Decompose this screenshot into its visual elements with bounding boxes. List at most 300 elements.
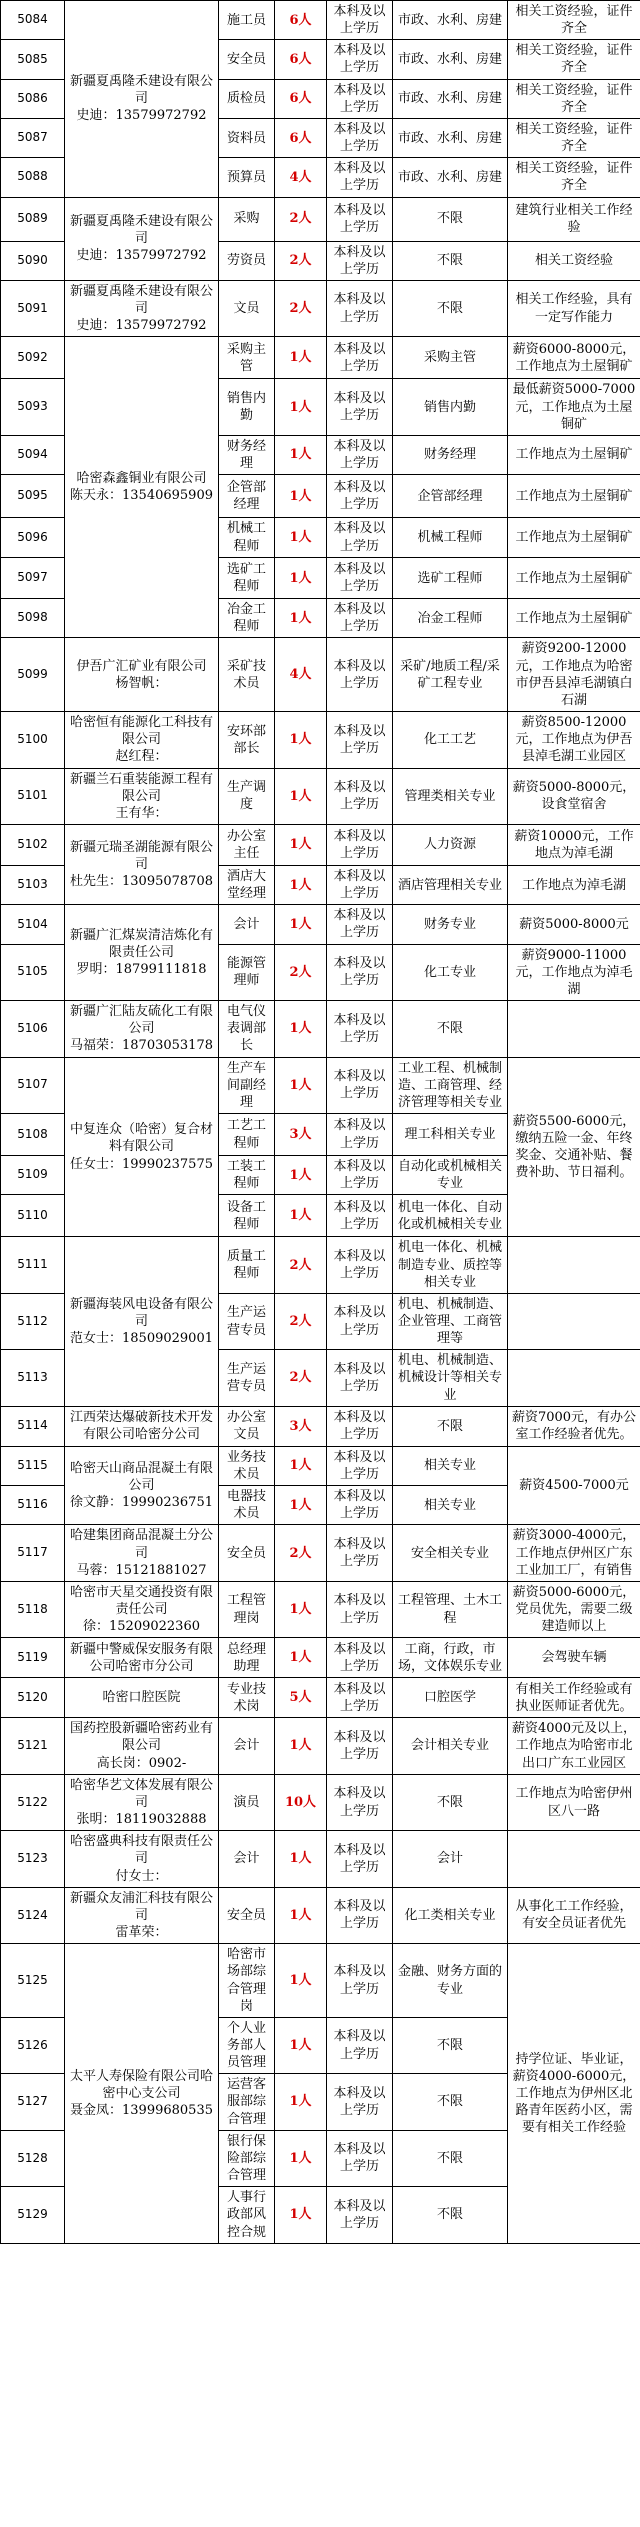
row-number: 5114: [1, 1406, 65, 1446]
table-row: [1, 1678, 640, 1718]
row-number: 5125: [1, 1944, 65, 2018]
education-cell: 本科及以上学历: [327, 1057, 393, 1113]
row-number: 5091: [1, 280, 65, 336]
row-number: 5086: [1, 79, 65, 118]
company-cell: 哈密华艺文体发展有限公司 张明：18119032888: [65, 1774, 219, 1830]
remark-cell: 薪资10000元，工作地点为淖毛湖: [508, 825, 640, 866]
headcount-cell: 2人: [275, 944, 327, 1000]
major-cell: 机电、机械制造、机械设计等相关专业: [393, 1350, 508, 1406]
headcount-cell: 2人: [275, 1525, 327, 1581]
company-cell: 国药控股新疆哈密药业有限公司 高长岗：0902-: [65, 1718, 219, 1774]
remark-cell: 工作地点为哈密伊州区八一路: [508, 1774, 640, 1830]
table-row: [1, 1831, 640, 1887]
row-number: 5111: [1, 1237, 65, 1293]
major-cell: 口腔医学: [393, 1678, 508, 1718]
major-cell: 财务专业: [393, 905, 508, 944]
row-number: 5127: [1, 2074, 65, 2130]
education-cell: 本科及以上学历: [327, 379, 393, 435]
position-cell: 银行保险部综合管理: [219, 2130, 275, 2186]
headcount-cell: 1人: [275, 2017, 327, 2073]
headcount-cell: 1人: [275, 1001, 327, 1057]
major-cell: 不限: [393, 1406, 508, 1446]
headcount-cell: 1人: [275, 379, 327, 435]
remark-cell: 相关工资经验，证件齐全: [508, 1, 640, 40]
headcount-cell: 1人: [275, 518, 327, 558]
row-number: 5124: [1, 1887, 65, 1943]
education-cell: 本科及以上学历: [327, 118, 393, 157]
remark-cell: 薪资5000-6000元，党员优先，需要二级建造师以上: [508, 1581, 640, 1637]
major-cell: 酒店管理相关专业: [393, 866, 508, 905]
company-cell: 哈密盛典科技有限责任公司 付女士：: [65, 1831, 219, 1887]
company-cell: 新疆夏禹隆禾建设有限公司 史迪：13579972792: [65, 1, 219, 198]
major-cell: 化工专业: [393, 944, 508, 1000]
position-cell: 采购: [219, 197, 275, 241]
remark-cell: 建筑行业相关工作经验: [508, 197, 640, 241]
major-cell: 安全相关专业: [393, 1525, 508, 1581]
row-number: 5129: [1, 2187, 65, 2243]
position-cell: 酒店大堂经理: [219, 866, 275, 905]
headcount-cell: 1人: [275, 2074, 327, 2130]
remark-cell: 薪资3000-4000元，工作地点伊州区广东工业加工厂，有销售: [508, 1525, 640, 1581]
remark-cell: 相关工资经验，证件齐全: [508, 40, 640, 79]
major-cell: 机电一体化、自动化或机械相关专业: [393, 1195, 508, 1237]
row-number: 5115: [1, 1446, 65, 1485]
position-cell: 企管部经理: [219, 475, 275, 518]
major-cell: 机电、机械制造、企业管理、工商管理等: [393, 1293, 508, 1349]
position-cell: 能源管理师: [219, 944, 275, 1000]
major-cell: 人力资源: [393, 825, 508, 866]
headcount-cell: 1人: [275, 712, 327, 768]
remark-cell: 从事化工工作经验，有安全员证者优先: [508, 1887, 640, 1943]
headcount-cell: 1人: [275, 558, 327, 599]
remark-cell: 工作地点为土屋铜矿: [508, 475, 640, 518]
position-cell: 生产调度: [219, 768, 275, 824]
major-cell: 机电一体化、机械制造专业、质控等相关专业: [393, 1237, 508, 1293]
table-row: [1, 197, 640, 241]
table-row: [1, 1887, 640, 1943]
row-number: 5109: [1, 1156, 65, 1195]
remark-cell: 会驾驶车辆: [508, 1638, 640, 1678]
table-row: [1, 337, 640, 379]
headcount-cell: 10人: [275, 1774, 327, 1830]
headcount-cell: 6人: [275, 79, 327, 118]
position-cell: 生产车间副经理: [219, 1057, 275, 1113]
table-row: [1, 638, 640, 712]
row-number: 5084: [1, 1, 65, 40]
headcount-cell: 1人: [275, 905, 327, 944]
education-cell: 本科及以上学历: [327, 599, 393, 638]
position-cell: 预算员: [219, 158, 275, 197]
table-row: [1, 280, 640, 336]
company-cell: 哈密天山商品混凝土有限公司 徐文静：19990236751: [65, 1446, 219, 1525]
headcount-cell: 5人: [275, 1678, 327, 1718]
company-cell: 哈密口腔医院: [65, 1678, 219, 1718]
table-row: [1, 712, 640, 768]
education-cell: 本科及以上学历: [327, 241, 393, 280]
headcount-cell: 1人: [275, 1718, 327, 1774]
remark-cell: 有相关工作经验或有执业医师证者优先。: [508, 1678, 640, 1718]
education-cell: 本科及以上学历: [327, 1525, 393, 1581]
education-cell: 本科及以上学历: [327, 79, 393, 118]
remark-cell: [508, 1001, 640, 1057]
position-cell: 运营客服部综合管理: [219, 2074, 275, 2130]
row-number: 5087: [1, 118, 65, 157]
education-cell: 本科及以上学历: [327, 866, 393, 905]
row-number: 5120: [1, 1678, 65, 1718]
row-number: 5117: [1, 1525, 65, 1581]
company-cell: 太平人寿保险有限公司哈密中心支公司 聂金凤：13999680535: [65, 1944, 219, 2244]
position-cell: 工程管理岗: [219, 1581, 275, 1637]
major-cell: 不限: [393, 2187, 508, 2243]
education-cell: 本科及以上学历: [327, 1446, 393, 1485]
row-number: 5099: [1, 638, 65, 712]
headcount-cell: 1人: [275, 2130, 327, 2186]
headcount-cell: 6人: [275, 118, 327, 157]
company-cell: 哈密森鑫铜业有限公司 陈天永：13540695909: [65, 337, 219, 638]
row-number: 5094: [1, 435, 65, 474]
company-cell: 哈建集团商品混凝土分公司 马蓉：15121881027: [65, 1525, 219, 1581]
row-number: 5093: [1, 379, 65, 435]
education-cell: 本科及以上学历: [327, 768, 393, 824]
remark-cell: 薪资5000-8000元，设食堂宿舍: [508, 768, 640, 824]
education-cell: 本科及以上学历: [327, 2130, 393, 2186]
education-cell: 本科及以上学历: [327, 280, 393, 336]
row-number: 5122: [1, 1774, 65, 1830]
education-cell: 本科及以上学历: [327, 2187, 393, 2243]
remark-cell: 薪资7000元，有办公室工作经验者优先。: [508, 1406, 640, 1446]
education-cell: 本科及以上学历: [327, 1114, 393, 1156]
row-number: 5106: [1, 1001, 65, 1057]
company-cell: 哈密市天星交通投资有限责任公司 徐：15209022360: [65, 1581, 219, 1637]
headcount-cell: 2人: [275, 197, 327, 241]
position-cell: 机械工程师: [219, 518, 275, 558]
major-cell: 企管部经理: [393, 475, 508, 518]
row-number: 5101: [1, 768, 65, 824]
row-number: 5118: [1, 1581, 65, 1637]
row-number: 5085: [1, 40, 65, 79]
position-cell: 安全员: [219, 1887, 275, 1943]
major-cell: 不限: [393, 2130, 508, 2186]
position-cell: 人事行政部风控合规: [219, 2187, 275, 2243]
position-cell: 安全员: [219, 40, 275, 79]
remark-cell: 薪资9200-12000元，工作地点为哈密市伊吾县淖毛湖镇白石湖: [508, 638, 640, 712]
major-cell: 自动化或机械相关专业: [393, 1156, 508, 1195]
major-cell: 不限: [393, 241, 508, 280]
row-number: 5090: [1, 241, 65, 280]
position-cell: 生产运营专员: [219, 1293, 275, 1349]
major-cell: 财务经理: [393, 435, 508, 474]
major-cell: 工业工程、机械制造、工商管理、经济管理等相关专业: [393, 1057, 508, 1113]
position-cell: 生产运营专员: [219, 1350, 275, 1406]
remark-cell: 薪资8500-12000元，工作地点为伊吾县淖毛湖工业园区: [508, 712, 640, 768]
education-cell: 本科及以上学历: [327, 1293, 393, 1349]
headcount-cell: 2人: [275, 1237, 327, 1293]
row-number: 5095: [1, 475, 65, 518]
headcount-cell: 1人: [275, 866, 327, 905]
headcount-cell: 1人: [275, 475, 327, 518]
headcount-cell: 1人: [275, 768, 327, 824]
remark-cell: [508, 1293, 640, 1349]
row-number: 5116: [1, 1486, 65, 1525]
major-cell: 采购主管: [393, 337, 508, 379]
table-row: [1, 1944, 640, 2018]
major-cell: 市政、水利、房建: [393, 158, 508, 197]
position-cell: 采购主管: [219, 337, 275, 379]
major-cell: 不限: [393, 280, 508, 336]
education-cell: 本科及以上学历: [327, 1638, 393, 1678]
position-cell: 总经理助理: [219, 1638, 275, 1678]
position-cell: 设备工程师: [219, 1195, 275, 1237]
row-number: 5098: [1, 599, 65, 638]
major-cell: 销售内勤: [393, 379, 508, 435]
headcount-cell: 3人: [275, 1406, 327, 1446]
company-cell: 中复连众（哈密）复合材料有限公司 任女士：19990237575: [65, 1057, 219, 1237]
row-number: 5092: [1, 337, 65, 379]
major-cell: 冶金工程师: [393, 599, 508, 638]
position-cell: 施工员: [219, 1, 275, 40]
education-cell: 本科及以上学历: [327, 712, 393, 768]
headcount-cell: 1人: [275, 1195, 327, 1237]
table-row: [1, 1581, 640, 1637]
major-cell: 相关专业: [393, 1486, 508, 1525]
major-cell: 机械工程师: [393, 518, 508, 558]
row-number: 5105: [1, 944, 65, 1000]
major-cell: 不限: [393, 1001, 508, 1057]
remark-cell: 薪资4500-7000元: [508, 1446, 640, 1525]
remark-cell: 相关工资经验，证件齐全: [508, 158, 640, 197]
position-cell: 工装工程师: [219, 1156, 275, 1195]
education-cell: 本科及以上学历: [327, 1350, 393, 1406]
education-cell: 本科及以上学历: [327, 1774, 393, 1830]
table-row: [1, 1774, 640, 1830]
remark-cell: 相关工资经验，证件齐全: [508, 118, 640, 157]
major-cell: 市政、水利、房建: [393, 118, 508, 157]
remark-cell: 薪资5000-8000元: [508, 905, 640, 944]
headcount-cell: 1人: [275, 435, 327, 474]
headcount-cell: 4人: [275, 158, 327, 197]
education-cell: 本科及以上学历: [327, 1001, 393, 1057]
education-cell: 本科及以上学历: [327, 2074, 393, 2130]
position-cell: 文员: [219, 280, 275, 336]
position-cell: 会计: [219, 1718, 275, 1774]
major-cell: 不限: [393, 2017, 508, 2073]
education-cell: 本科及以上学历: [327, 1486, 393, 1525]
education-cell: 本科及以上学历: [327, 638, 393, 712]
headcount-cell: 1人: [275, 825, 327, 866]
row-number: 5102: [1, 825, 65, 866]
row-number: 5119: [1, 1638, 65, 1678]
company-cell: 新疆广汇煤炭清洁炼化有限责任公司 罗明：18799111818: [65, 905, 219, 1001]
headcount-cell: 2人: [275, 280, 327, 336]
position-cell: 演员: [219, 1774, 275, 1830]
row-number: 5126: [1, 2017, 65, 2073]
headcount-cell: 1人: [275, 1581, 327, 1637]
education-cell: 本科及以上学历: [327, 1678, 393, 1718]
remark-cell: 薪资5500-6000元，缴纳五险一金、年终奖金、交通补贴、餐费补助、节日福利。: [508, 1057, 640, 1237]
company-cell: 新疆元瑞圣湖能源有限公司 杜先生：13095078708: [65, 825, 219, 905]
education-cell: 本科及以上学历: [327, 337, 393, 379]
major-cell: 市政、水利、房建: [393, 79, 508, 118]
major-cell: 不限: [393, 197, 508, 241]
headcount-cell: 1人: [275, 1638, 327, 1678]
position-cell: 安全员: [219, 1525, 275, 1581]
education-cell: 本科及以上学历: [327, 1195, 393, 1237]
remark-cell: 工作地点为土屋铜矿: [508, 599, 640, 638]
remark-cell: 相关工作经验，具有一定写作能力: [508, 280, 640, 336]
position-cell: 个人业务部人员管理: [219, 2017, 275, 2073]
education-cell: 本科及以上学历: [327, 435, 393, 474]
row-number: 5112: [1, 1293, 65, 1349]
education-cell: 本科及以上学历: [327, 2017, 393, 2073]
education-cell: 本科及以上学历: [327, 944, 393, 1000]
company-cell: 新疆众友浦汇科技有限公司 雷革荣：: [65, 1887, 219, 1943]
major-cell: 不限: [393, 2074, 508, 2130]
company-cell: 伊吾广汇矿业有限公司 杨智帆：: [65, 638, 219, 712]
education-cell: 本科及以上学历: [327, 475, 393, 518]
headcount-cell: 1人: [275, 1887, 327, 1943]
headcount-cell: 2人: [275, 1293, 327, 1349]
education-cell: 本科及以上学历: [327, 1718, 393, 1774]
position-cell: 财务经理: [219, 435, 275, 474]
remark-cell: 工作地点为淖毛湖: [508, 866, 640, 905]
table-row: [1, 1406, 640, 1446]
table-row: [1, 825, 640, 866]
row-number: 5128: [1, 2130, 65, 2186]
major-cell: 化工类相关专业: [393, 1887, 508, 1943]
remark-cell: 薪资6000-8000元，工作地点为土屋铜矿: [508, 337, 640, 379]
education-cell: 本科及以上学历: [327, 1887, 393, 1943]
major-cell: 理工科相关专业: [393, 1114, 508, 1156]
table-row: [1, 1638, 640, 1678]
company-cell: 新疆兰石重装能源工程有限公司 王有华：: [65, 768, 219, 824]
position-cell: 安环部部长: [219, 712, 275, 768]
position-cell: 办公室主任: [219, 825, 275, 866]
remark-cell: 工作地点为土屋铜矿: [508, 518, 640, 558]
remark-cell: 最低薪资5000-7000元，工作地点为土屋铜矿: [508, 379, 640, 435]
position-cell: 业务技术员: [219, 1446, 275, 1485]
remark-cell: 相关工资经验: [508, 241, 640, 280]
education-cell: 本科及以上学历: [327, 1406, 393, 1446]
position-cell: 会计: [219, 1831, 275, 1887]
position-cell: 质检员: [219, 79, 275, 118]
row-number: 5100: [1, 712, 65, 768]
row-number: 5107: [1, 1057, 65, 1113]
major-cell: 工程管理、土木工程: [393, 1581, 508, 1637]
headcount-cell: 3人: [275, 1114, 327, 1156]
position-cell: 电气仪表调部长: [219, 1001, 275, 1057]
headcount-cell: 1人: [275, 1944, 327, 2018]
table-row: [1, 1237, 640, 1293]
remark-cell: 薪资9000-11000元，工作地点为淖毛湖: [508, 944, 640, 1000]
major-cell: 工商，行政，市场，文体娱乐专业: [393, 1638, 508, 1678]
headcount-cell: 1人: [275, 1156, 327, 1195]
company-cell: 新疆海装风电设备有限公司 范女士：18509029001: [65, 1237, 219, 1406]
row-number: 5104: [1, 905, 65, 944]
table-row: [1, 1525, 640, 1581]
company-cell: 新疆广汇陆友硫化工有限公司 马福荣：18703053178: [65, 1001, 219, 1057]
row-number: 5123: [1, 1831, 65, 1887]
row-number: 5096: [1, 518, 65, 558]
headcount-cell: 1人: [275, 1057, 327, 1113]
position-cell: 办公室文员: [219, 1406, 275, 1446]
table-row: [1, 905, 640, 944]
headcount-cell: 6人: [275, 40, 327, 79]
education-cell: 本科及以上学历: [327, 1237, 393, 1293]
row-number: 5113: [1, 1350, 65, 1406]
company-cell: 新疆夏禹隆禾建设有限公司 史迪：13579972792: [65, 280, 219, 336]
row-number: 5121: [1, 1718, 65, 1774]
company-cell: 新疆中警威保安服务有限公司哈密市分公司: [65, 1638, 219, 1678]
row-number: 5103: [1, 866, 65, 905]
position-cell: 冶金工程师: [219, 599, 275, 638]
education-cell: 本科及以上学历: [327, 905, 393, 944]
headcount-cell: 1人: [275, 2187, 327, 2243]
position-cell: 资料员: [219, 118, 275, 157]
headcount-cell: 1人: [275, 1831, 327, 1887]
row-number: 5097: [1, 558, 65, 599]
table-body: [1, 1, 640, 2244]
remark-cell: 持学位证、毕业证，薪资4000-6000元，工作地点为伊州区北路青年医药小区，需要有相关工作经验: [508, 1944, 640, 2244]
position-cell: 采矿技术员: [219, 638, 275, 712]
position-cell: 会计: [219, 905, 275, 944]
position-cell: 劳资员: [219, 241, 275, 280]
table-row: [1, 1, 640, 40]
remark-cell: [508, 1237, 640, 1293]
education-cell: 本科及以上学历: [327, 1, 393, 40]
major-cell: 管理类相关专业: [393, 768, 508, 824]
major-cell: 选矿工程师: [393, 558, 508, 599]
table-row: [1, 1001, 640, 1057]
major-cell: 采矿/地质工程/采矿工程专业: [393, 638, 508, 712]
major-cell: 金融、财务方面的专业: [393, 1944, 508, 2018]
education-cell: 本科及以上学历: [327, 40, 393, 79]
education-cell: 本科及以上学历: [327, 158, 393, 197]
remark-cell: 工作地点为土屋铜矿: [508, 558, 640, 599]
position-cell: 质量工程师: [219, 1237, 275, 1293]
education-cell: 本科及以上学历: [327, 825, 393, 866]
headcount-cell: 1人: [275, 1446, 327, 1485]
education-cell: 本科及以上学历: [327, 1581, 393, 1637]
education-cell: 本科及以上学历: [327, 1831, 393, 1887]
row-number: 5108: [1, 1114, 65, 1156]
company-cell: 哈密恒有能源化工科技有限公司 赵红程：: [65, 712, 219, 768]
major-cell: 相关专业: [393, 1446, 508, 1485]
major-cell: 会计: [393, 1831, 508, 1887]
headcount-cell: 2人: [275, 241, 327, 280]
row-number: 5110: [1, 1195, 65, 1237]
education-cell: 本科及以上学历: [327, 1944, 393, 2018]
row-number: 5088: [1, 158, 65, 197]
company-cell: 新疆夏禹隆禾建设有限公司 史迪：13579972792: [65, 197, 219, 280]
headcount-cell: 6人: [275, 1, 327, 40]
major-cell: 不限: [393, 1774, 508, 1830]
education-cell: 本科及以上学历: [327, 518, 393, 558]
remark-cell: 相关工资经验，证件齐全: [508, 79, 640, 118]
headcount-cell: 1人: [275, 1486, 327, 1525]
position-cell: 电器技术员: [219, 1486, 275, 1525]
education-cell: 本科及以上学历: [327, 1156, 393, 1195]
company-cell: 江西荣达爆破新技术开发有限公司哈密分公司: [65, 1406, 219, 1446]
major-cell: 会计相关专业: [393, 1718, 508, 1774]
table-row: [1, 1446, 640, 1485]
row-number: 5089: [1, 197, 65, 241]
remark-cell: 工作地点为土屋铜矿: [508, 435, 640, 474]
position-cell: 哈密市场部综合管理岗: [219, 1944, 275, 2018]
major-cell: 市政、水利、房建: [393, 1, 508, 40]
table-row: [1, 1718, 640, 1774]
remark-cell: 薪资4000元及以上，工作地点为哈密市北出口广东工业园区: [508, 1718, 640, 1774]
headcount-cell: 1人: [275, 599, 327, 638]
